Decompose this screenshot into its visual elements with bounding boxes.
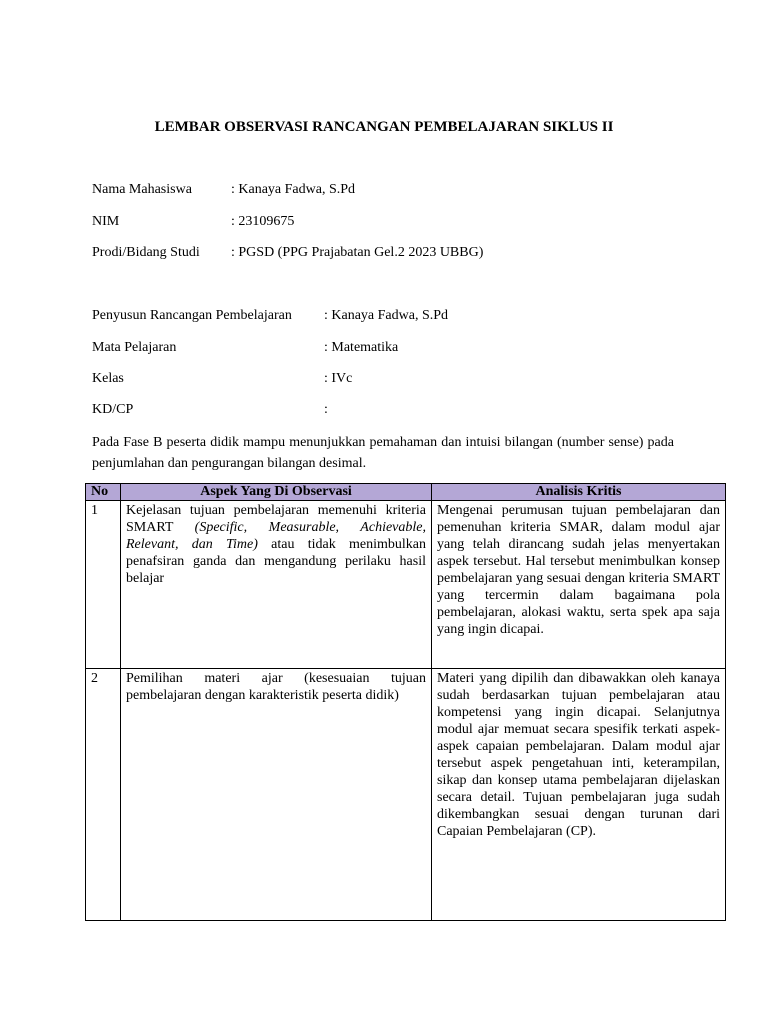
document-title: LEMBAR OBSERVASI RANCANGAN PEMBELAJARAN SIKLUS II bbox=[154, 119, 614, 135]
aspek-cell bbox=[121, 669, 432, 921]
field-label: Prodi/Bidang Studi bbox=[92, 245, 200, 260]
field-value: : Kanaya Fadwa, S.Pd bbox=[324, 308, 449, 323]
field-label: KD/CP bbox=[92, 402, 134, 417]
header-aspek: Aspek Yang Di Observasi bbox=[121, 484, 432, 501]
field-value: : PGSD (PPG Prajabatan Gel.2 2023 UBBG) bbox=[231, 245, 484, 260]
field-label: NIM bbox=[92, 214, 120, 229]
field-value: : Kanaya Fadwa, S.Pd bbox=[231, 182, 356, 197]
field-value: : IVc bbox=[324, 371, 353, 386]
field-value: : 23109675 bbox=[231, 214, 295, 229]
field-label: Nama Mahasiswa bbox=[92, 182, 192, 197]
header-analisis: Analisis Kritis bbox=[432, 484, 726, 501]
table-row bbox=[86, 669, 726, 921]
field-value: : Matematika bbox=[324, 340, 399, 355]
field-label: Mata Pelajaran bbox=[92, 340, 177, 355]
table-row bbox=[86, 501, 726, 669]
field-label: Penyusun Rancangan Pembelajaran bbox=[92, 308, 292, 323]
table-header-row bbox=[86, 484, 726, 501]
analisis-cell: Materi yang dipilih dan dibawakkan oleh kanaya sudah berdasarkan tujuan pembelajaran atau kompetensi yang ingin dicapai. Selanjutnya modul ajar memuat secara spesifik terkati aspek-aspek capaian pembelajaran. Dalam modul ajar tersebut aspek pengetahuan inti, keterampilan, sikap dan konsep utama pembelajaran dijelaskan secara detail. Tujuan pembelajaran juga sudah dikembangkan sesuai dengan turunan dari Capaian Pembelajaran (CP). bbox=[432, 669, 726, 921]
field-value: : bbox=[324, 402, 328, 417]
cp-paragraph: Pada Fase B peserta didik mampu menunjukkan pemahaman dan intuisi bilangan (number sense) pada penjumlahan dan pengurangan bilangan desimal. bbox=[92, 435, 674, 471]
observation-table bbox=[85, 483, 726, 921]
header-no: No bbox=[86, 484, 121, 501]
aspek-cell bbox=[121, 501, 432, 669]
row-number: 2 bbox=[86, 669, 121, 921]
field-label: Kelas bbox=[92, 371, 124, 386]
row-number: 1 bbox=[86, 501, 121, 669]
aspek-italic-text: (Specific, Measurable, Achievable, Relevant, dan Time) bbox=[126, 520, 426, 552]
aspek-text: Pemilihan materi ajar (kesesuaian tujuan pembelajaran dengan karakteristik peserta didik) bbox=[126, 671, 426, 703]
aspek-text: Kejelasan tujuan pembelajaran memenuhi kriteria SMART bbox=[126, 503, 426, 535]
analisis-cell: Mengenai perumusan tujuan pembelajaran dan pemenuhan kriteria SMAR, dalam modul ajar yang telah dirancang sudah jelas menyertakan aspek tersebut. Hal tersebut menimbulkan konsep pembelajaran yang sesuai dengan kriteria SMART yang tercermin dalam bagaimana pola pembelajaran, alokasi waktu, serta spek apa saja yang ingin dicapai. bbox=[432, 501, 726, 669]
aspek-text-continued: atau tidak menimbulkan penafsiran ganda dan mengandung perilaku hasil belajar bbox=[126, 537, 426, 586]
